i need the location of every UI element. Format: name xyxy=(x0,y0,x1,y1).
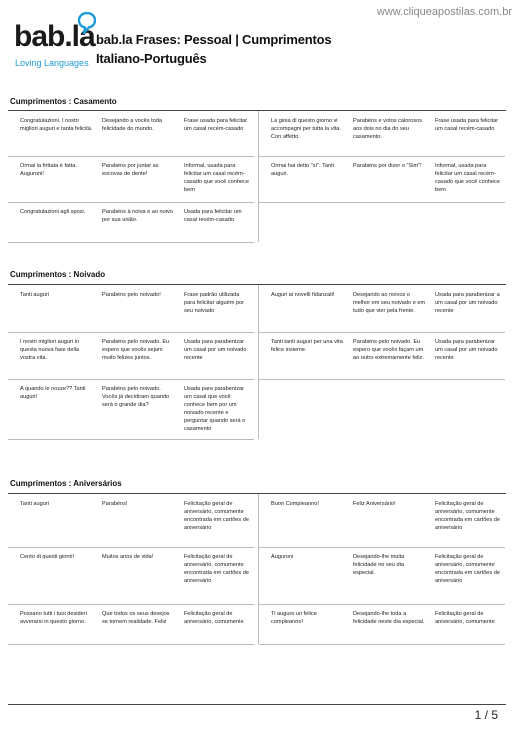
italian-phrase: Ti auguro un felice compleanno! xyxy=(271,611,317,625)
italian-phrase: La gioia di questo giorno vi accompagni per tutta la vita. Con affetto. xyxy=(271,118,341,140)
table-row xyxy=(8,604,254,645)
phrase-table xyxy=(8,111,506,242)
table-row xyxy=(8,494,254,548)
usage-note: Usada para parabenizar a um casal por um noivado recente xyxy=(435,292,500,314)
phrase-column-right xyxy=(258,111,505,242)
portuguese-phrase: Desejando a vocês toda felicidade do mundo. xyxy=(102,118,163,132)
portuguese-phrase: Feliz Aniversário! xyxy=(353,501,396,507)
table-row xyxy=(8,547,254,605)
italian-phrase: Auguroni xyxy=(271,554,294,560)
usage-note: Usada para parabenizar um casal por um noivado recente xyxy=(184,339,247,361)
table-row xyxy=(259,604,505,645)
italian-phrase: Cento di questi giorni! xyxy=(20,554,75,560)
table-row xyxy=(259,547,505,605)
portuguese-phrase: Muitos anos de vida! xyxy=(102,554,154,560)
table-row xyxy=(8,111,254,157)
logo-text: bab.la xyxy=(14,20,95,53)
page-number: 1 / 5 xyxy=(474,708,498,722)
phrase-column-left xyxy=(8,285,254,439)
portuguese-phrase: Parabéns por dizer o "Sim"! xyxy=(353,163,422,169)
usage-note: Frase usada para felicitar um casal recém-casado xyxy=(435,118,499,132)
section-title: Cumprimentos : Aniversários xyxy=(10,479,122,488)
table-row xyxy=(8,379,254,440)
portuguese-phrase: Desejando-lhe toda a felicidade neste dia especial. xyxy=(353,611,425,625)
portuguese-phrase: Parabéns à noiva e ao noivo por sua união. xyxy=(102,209,173,223)
usage-note: Felicitação geral de aniversário, comumente encontrada em cartões de aniversário xyxy=(184,554,249,584)
phrase-table xyxy=(8,494,506,644)
usage-note: Felicitação geral de aniversário, comumente xyxy=(435,611,495,625)
portuguese-phrase: Que todos os seus desejos se tornem realidade. Feliz xyxy=(102,611,170,625)
italian-phrase: Possano tutti i tuoi desideri avverarsi in questo giorno. xyxy=(20,611,87,625)
table-row xyxy=(8,156,254,203)
phrase-column-left xyxy=(8,111,254,242)
babla-logo[interactable] xyxy=(14,18,95,74)
usage-note: Usada para parabenizar um casal por um noivado recente xyxy=(435,339,498,361)
page-subtitle: Italiano-Português xyxy=(96,51,207,66)
table-row xyxy=(259,332,505,380)
usage-note: Frase usada para felicitar um casal recém-casado xyxy=(184,118,248,132)
italian-phrase: I nostri migliori auguri in questa nuova fase della vostra vita. xyxy=(20,339,80,361)
usage-note: Informal, usada para felicitar um casal recém-casado que você conhece bem xyxy=(435,163,500,193)
footer-divider xyxy=(8,704,506,705)
speech-bubble-icon xyxy=(78,12,96,39)
italian-phrase: Ormai la frittata è fatta. Auguroni! xyxy=(20,163,77,177)
italian-phrase: Ormai hai detto "sì". Tanti auguri. xyxy=(271,163,334,177)
usage-note: Informal, usada para felicitar um casal recém-casado que você conhece bem xyxy=(184,163,249,193)
phrase-column-right xyxy=(258,285,505,439)
title-block xyxy=(96,30,331,68)
table-row xyxy=(259,156,505,203)
section-title: Cumprimentos : Noivado xyxy=(10,270,106,279)
italian-phrase: Congratulazioni agli sposi. xyxy=(20,209,86,215)
italian-phrase: Auguri ai novelli fidanzati! xyxy=(271,292,335,298)
usage-note: Usada para parabenizar um casal que você conhece bem por um noivado recente e perguntar quando será o casamento xyxy=(184,386,246,432)
portuguese-phrase: Parabéns! xyxy=(102,501,128,507)
watermark: www.cliqueapostilas.com.br xyxy=(376,6,512,18)
table-row xyxy=(259,494,505,548)
usage-note: Usada para felicitar um casal recém-casado xyxy=(184,209,242,223)
portuguese-phrase: Parabéns pelo noivado. Eu espero que vocês façam um ao outro extremamente feliz. xyxy=(353,339,424,361)
usage-note: Felicitação geral de aniversário, comumente xyxy=(184,611,244,625)
portuguese-phrase: Parabéns pelo noivado. Vocês já decidiram quando será o grande dia? xyxy=(102,386,170,408)
table-row xyxy=(8,202,254,243)
portuguese-phrase: Desejando-lhe muita felicidade no seu dia especial. xyxy=(353,554,405,576)
table-row xyxy=(8,285,254,333)
italian-phrase: Tanti auguri xyxy=(20,292,49,298)
italian-phrase: A quando le nozze?? Tanti auguri! xyxy=(20,386,86,400)
italian-phrase: Tanti tanti auguri per una vita felice insieme. xyxy=(271,339,343,353)
usage-note: Frase padrão utilizada para felicitar alguém por seu noivado xyxy=(184,292,245,314)
phrase-table xyxy=(8,285,506,439)
table-row xyxy=(259,285,505,333)
usage-note: Felicitação geral de aniversário, comumente encontrada em cartões de aniversário xyxy=(435,501,500,531)
phrase-column-left xyxy=(8,494,254,644)
section-title: Cumprimentos : Casamento xyxy=(10,97,117,106)
italian-phrase: Congratulazioni. I nostri migliori auguri e tanta felicità. xyxy=(20,118,93,132)
portuguese-phrase: Parabéns e votos calorosos aos dois no dia do seu casamento. xyxy=(353,118,423,140)
usage-note: Felicitação geral de aniversário, comumente encontrada em cartões de aniversário xyxy=(184,501,249,531)
page-title: bab.la Frases: Pessoal | Cumprimentos xyxy=(96,32,332,47)
italian-phrase: Buon Compleanno! xyxy=(271,501,319,507)
portuguese-phrase: Parabéns pelo noivado. Eu espero que vocês sejam muito felizes juntos. xyxy=(102,339,170,361)
portuguese-phrase: Desejando ao noivos o melhor em seu noivado e em tudo que vier pela frente. xyxy=(353,292,426,314)
portuguese-phrase: Parabéns por juntar as escovas de dente! xyxy=(102,163,159,177)
usage-note: Felicitação geral de aniversário, comumente encontrada em cartões de aniversário xyxy=(435,554,500,584)
portuguese-phrase: Parabéns pelo noivado! xyxy=(102,292,161,298)
italian-phrase: Tanti auguri xyxy=(20,501,49,507)
table-row xyxy=(8,332,254,380)
table-row xyxy=(259,111,505,157)
page-header xyxy=(14,18,504,78)
phrase-column-right xyxy=(258,494,505,644)
logo-tagline: Loving Languages xyxy=(15,58,89,68)
